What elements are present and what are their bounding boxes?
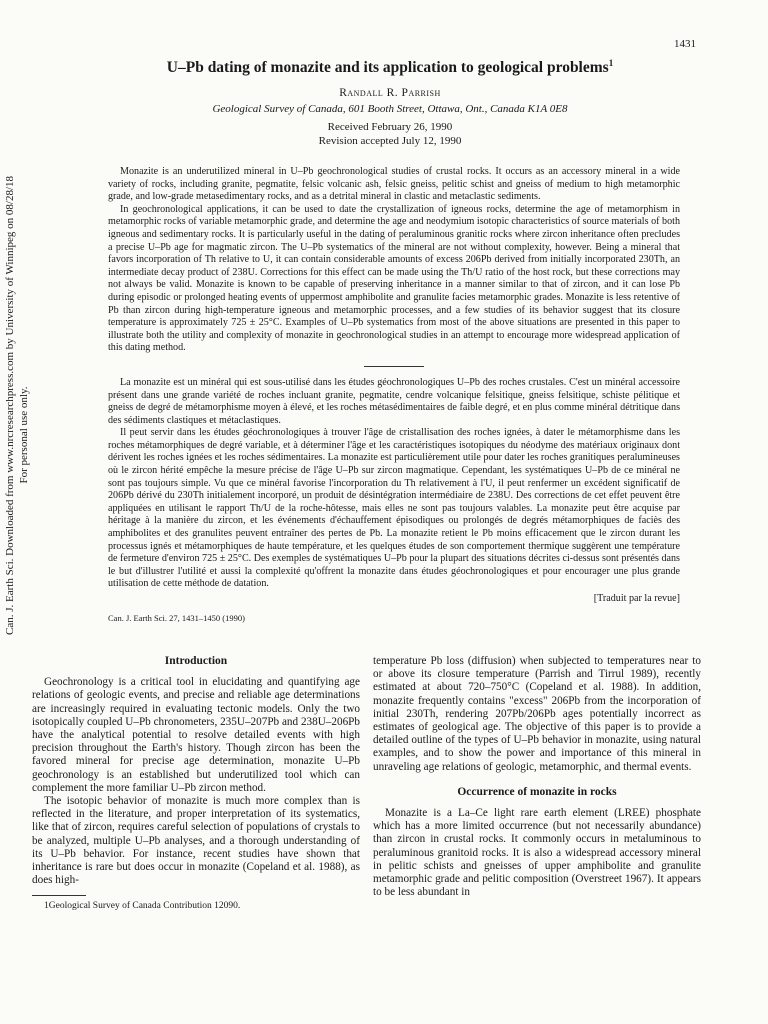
article-header <box>110 58 670 147</box>
article-title <box>110 58 670 77</box>
footnote-rule <box>32 895 86 896</box>
abstract-fr-paragraph: Il peut servir dans les études géochronologiques à trouver l'âge de cristallisation des roches ignées, à dater le métamorphisme dans les roches métamorphiques de degré variable, et à déterminer l'âge et les caractéristiques isotopiques du néodyme des matériaux originaux dont dérivent les roches ignées et les roches sédimentaires. La monazite est particulièrement utile pour dater les roches granitiques peralumineuses où le zircon hérité empêche la mesure précise de l'âge U–Pb sur zircon magmatique. Cependant, les systématiques U–Pb de ce minéral ne sont pas toujours simple. Vu que ce minéral favorise l'incorporation du Th relativement à l'U, il peut renfermer un excédent significatif de 206Pb dérivé du 230Th initialement incorporé, un produit de désintégration intermédiaire de 238U. Des corrections de cet effet peuvent être appliquées en utilisant le rapport Th/U de la roche-hôtesse, mais elles ne sont pas toujours valables. La monazite peut être acquise par héritage à la manière du zircon, et les événements d'échauffement épisodiques ou prolongés de degrés métamorphiques de faciès des amphibolites et des granulites peuvent entraîner des pertes de Pb. La monazite retient le Pb moins efficacement que le zircon durant les processus ignés et métamorphiques de haute température, et les quelques études de son comportement thermique suggèrent une température de fermeture d'environ 725 ± 25°C. Des exemples de systématiques U–Pb pour la plupart des situations décrites ci-dessus sont présentés dans le but d'illustrer l'utilité et aussi la complexité qu'offrent la monazite dans études géochronologiques et pour encourager une plus grande utilisation de cette méthode de datation. <box>108 427 680 590</box>
intro-continuation-paragraph: temperature Pb loss (diffusion) when subjected to temperatures near to or above its closure temperature (Parrish and Tirrul 1989), recently estimated at about 720–750°C (Copeland et al. 1988). In addition, monazite frequently contains "excess" 206Pb from the incorporation of initial 230Th, rendering 207Pb/206Pb ages potentially incorrect as estimates of geological age. The objective of this paper is to provide a detailed outline of the types of U–Pb behavior in monazite, using natural examples, and to show the power and importance of this mineral in unraveling age relations of geologic, metamorphic, and thermal events. <box>373 655 701 773</box>
footnote: 1Geological Survey of Canada Contribution 12090. <box>44 901 241 912</box>
download-notice-line1: Can. J. Earth Sci. Downloaded from www.nrcresearchpress.com by University of Winnipeg on 08/28/18 <box>4 175 16 635</box>
journal-citation: Can. J. Earth Sci. 27, 1431–1450 (1990) <box>108 612 245 623</box>
download-notice <box>2 175 38 635</box>
occurrence-heading: Occurrence of monazite in rocks <box>457 785 617 798</box>
intro-paragraph: Geochronology is a critical tool in elucidating and quantifying age relations of geologic events, and precise and reliable age determinations are increasingly required in evaluating tectonic models. Only the two isotopically coupled U–Pb chronometers, 235U–207Pb and 238U–206Pb have the analytical potential to resolve detailed events with high precision throughout the Earth's history. Though zircon has been the favored mineral for precise age determination, monazite U–Pb geochronology is an established but underutilized tool which can complement the more familiar U–Pb zircon method. <box>32 676 360 794</box>
right-column <box>373 655 701 899</box>
abstract-en-paragraph: In geochronological applications, it can be used to date the crystallization of igneous rocks, determine the age of metamorphism in metamorphic rocks of variable metamorphic grade, and determine the age and neodymium isotopic characteristics of source materials of both igneous and sedimentary rocks. It is particularly useful in the dating of peraluminous granitic rocks where zircon inheritance often precludes a precise U–Pb age for magmatic zircon. The U–Pb systematics of the mineral are not without complexity, however. Being a mineral that favors incorporation of Th relative to U, it can contain considerable amounts of excess 206Pb derived from initially incorporated 230Th, an intermediate decay product of 238U. Corrections for this effect can be made using the Th/U ratio of the host rock, but these corrections may not always be valid. Monazite is known to be capable of preserving inheritance in a manner similar to that of zircon, and it can lose Pb during episodic or prolonged heating events of uppermost amphibolite and granulite facies metamorphic grades. Monazite is less retentive of Pb than zircon during high-temperature igneous and metamorphic processes, and a few studies of its behavior suggest that its closure temperature is approximately 725 ± 25°C. Examples of U–Pb systematics from most of the above situations are presented in this paper to illustrate both the utility and complexity of monazite in geochronological studies in an attempt to encourage more widespread application of this dating method. <box>108 203 680 354</box>
received-date: Received February 26, 1990 <box>327 121 453 134</box>
revision-date: Revision accepted July 12, 1990 <box>318 135 462 148</box>
title-footnote-mark: 1 <box>608 58 614 68</box>
author-affiliation: Geological Survey of Canada, 601 Booth Street, Ottawa, Ont., Canada K1A 0E8 <box>212 103 568 116</box>
translation-note: [Traduit par la revue] <box>593 593 680 604</box>
download-notice-line2: For personal use only. <box>18 386 30 484</box>
abstract-en-paragraph: Monazite is an underutilized mineral in U–Pb geochronological studies of crustal rocks. It occurs as an accessory mineral in a wide variety of rocks, including granite, pegmatite, felsic volcanic ash, felsic gneiss, pelitic schist and gneiss of medium to high metamorphic grade, and low-grade metasedimentary rocks, and as a detrital mineral in clastic and metaclastic sediments. <box>108 166 680 203</box>
page-number: 1431 <box>674 38 696 50</box>
introduction-heading: Introduction <box>164 655 228 667</box>
abstract <box>108 166 680 624</box>
author-name: Randall R. Parrish <box>339 87 441 100</box>
abstract-separator <box>364 366 424 367</box>
intro-paragraph: The isotopic behavior of monazite is much more complex than is reflected in the literature, and proper interpretation of its systematics, like that of zircon, requires careful selection of populations of crystals to be analyzed, multiple U–Pb analyses, and a thorough understanding of its U–Pb behavior. For instance, recent studies have shown that inheritance is rare but does occur in monazite (Copeland et al. 1988), as does high- <box>32 795 360 887</box>
left-column <box>32 655 360 914</box>
abstract-fr-paragraph: La monazite est un minéral qui est sous-utilisé dans les études géochronologiques U–Pb des roches crustales. C'est un minéral accessoire présent dans une grande variété de roches incluant granite, pegmatite, cendre volcanique felsitique, gneiss felsitique, schiste pélitique et gneiss de degré de métamorphisme moyen à élevé, et les roches métasédimentaires de faible degré, et en plus comme minéral détritique dans des sédiments clastiques et métaclastiques. <box>108 376 680 426</box>
article-title-text: U–Pb dating of monazite and its application to geological problems <box>166 59 609 77</box>
occurrence-paragraph: Monazite is a La–Ce light rare earth element (LREE) phosphate which has a more limited occurrence (but not necessarily abundance) than zircon in crustal rocks. It commonly occurs in metaluminous to peraluminous granitoid rocks. It is also a widespread accessory mineral in pelitic schists and gneisses of upper amphibolite and granulite metamorphic grade and pelitic composition (Overstreet 1967). It appears to be less abundant in <box>373 807 701 899</box>
